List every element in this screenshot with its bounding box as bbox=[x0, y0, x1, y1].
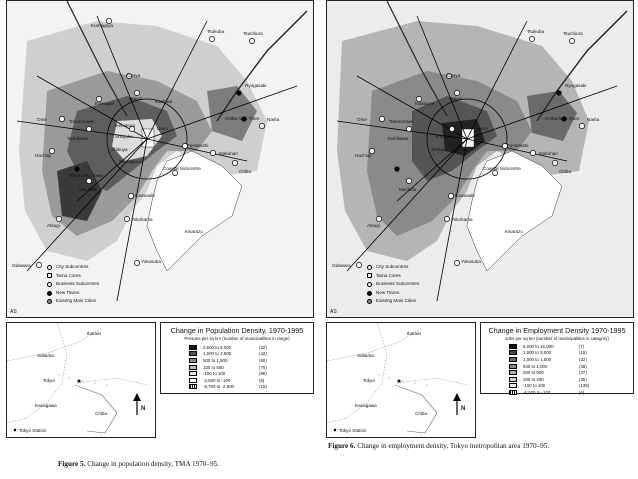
caption-label: Figure 5. bbox=[58, 460, 86, 468]
place-label: Tama New Town bbox=[69, 173, 103, 178]
inset-label: Chiba bbox=[415, 411, 428, 416]
place-label: Tachikawa bbox=[67, 136, 89, 141]
legend-count: (135) bbox=[579, 383, 590, 389]
place-label: Urawa bbox=[129, 96, 143, 101]
legend-range: -100 to 100 bbox=[203, 371, 226, 377]
key-row: Existing Main Cities bbox=[47, 297, 99, 306]
key-row: Tama Cores bbox=[47, 272, 99, 281]
map-symbol-key bbox=[367, 263, 419, 306]
inset-graphic bbox=[7, 323, 155, 437]
legend-swatch bbox=[509, 364, 517, 369]
legend-rows bbox=[509, 343, 633, 396]
place-label: Chiba bbox=[559, 169, 572, 174]
legend-row bbox=[189, 370, 313, 377]
north-arrow-icon: N bbox=[461, 406, 466, 412]
figure-caption bbox=[58, 460, 219, 468]
inset-label: Saitama bbox=[357, 353, 374, 358]
legend-range: -8,700 to -2,500 bbox=[203, 384, 235, 390]
legend-swatch bbox=[509, 344, 517, 349]
figure-caption bbox=[328, 442, 549, 450]
legend-subtitle: Jobs per sq km (number of municipalities in category) bbox=[505, 336, 609, 341]
legend-range: 1,500 to 5,000 bbox=[523, 350, 552, 356]
place-label: Tokorozawa bbox=[69, 119, 94, 124]
legend-swatch bbox=[509, 383, 517, 388]
legend-count: (60) bbox=[259, 357, 267, 363]
place-label: Machida bbox=[79, 187, 97, 192]
legend-swatch bbox=[509, 350, 517, 355]
inset-label: Tokyo bbox=[363, 378, 375, 383]
place-label: Shibuya bbox=[111, 147, 128, 152]
place-label: Narita bbox=[267, 117, 280, 122]
place-label: Shibuya bbox=[431, 147, 448, 152]
legend-range: 1,500 to 2,500 bbox=[203, 351, 232, 357]
key-row: Existing Main Cities bbox=[367, 297, 419, 306]
author-initials: AS bbox=[10, 309, 17, 315]
place-label: Ueno bbox=[157, 126, 168, 131]
locator-inset-map bbox=[6, 322, 156, 438]
place-label: Kashiwa bbox=[155, 99, 173, 104]
legend-range: 1,000 to 1,500 bbox=[523, 356, 552, 362]
inset-label: Kanagawa bbox=[35, 403, 57, 408]
inset-label: Tokyo Station bbox=[339, 428, 367, 433]
place-label: Chiba New Town bbox=[225, 116, 260, 121]
legend-range: -2,500 to -100 bbox=[203, 377, 231, 383]
density-legend bbox=[160, 322, 314, 394]
legend-range: 500 to 1,000 bbox=[523, 363, 548, 369]
place-label: Kawagoe bbox=[95, 101, 115, 106]
business-subcentre-icon bbox=[47, 282, 52, 287]
legend-swatch bbox=[509, 370, 517, 375]
city-subcentre-icon bbox=[47, 265, 52, 270]
key-row: City Subcentres bbox=[367, 263, 419, 272]
legend-subtitle: Persons per sq km (number of municipalities in range) bbox=[184, 336, 290, 341]
place-label: Tsukuba bbox=[207, 29, 225, 34]
place-label: Atsugi bbox=[47, 223, 60, 228]
population-density-map bbox=[6, 0, 314, 318]
place-label: Narita bbox=[587, 117, 600, 122]
legend-count: (6) bbox=[259, 377, 265, 383]
legend-swatch bbox=[509, 390, 517, 395]
place-label: Kumagaya bbox=[91, 23, 113, 28]
key-row: Tama Cores bbox=[367, 272, 419, 281]
legend-count: (96) bbox=[259, 371, 267, 377]
place-label: Ueno bbox=[477, 126, 488, 131]
place-label: Coastal Subcentre bbox=[483, 166, 521, 171]
tama-core-icon bbox=[367, 273, 372, 278]
legend-range: -100 to 100 bbox=[523, 383, 546, 389]
legend-count: (75) bbox=[259, 364, 267, 370]
inset-label: Saitama bbox=[37, 353, 54, 358]
legend-row bbox=[509, 383, 633, 390]
place-label: Funabashi bbox=[187, 143, 209, 148]
place-label: Kisarazu bbox=[185, 229, 203, 234]
place-label: Tokorozawa bbox=[389, 119, 414, 124]
legend-row bbox=[509, 343, 633, 350]
legend-count: (49) bbox=[579, 363, 587, 369]
tokyo-station-marker bbox=[78, 380, 81, 383]
place-label: Omiya bbox=[127, 73, 141, 78]
key-row: New Towns bbox=[47, 289, 99, 298]
legend-row bbox=[189, 357, 313, 364]
legend-title: Change in Population Density, 1970-1995 bbox=[170, 326, 304, 335]
legend-row bbox=[189, 344, 313, 351]
key-row: Business Subcentres bbox=[367, 280, 419, 289]
place-label: Chiba New Town bbox=[545, 116, 580, 121]
place-label: Ikebukuro bbox=[115, 123, 136, 128]
legend-swatch bbox=[189, 384, 197, 389]
place-label: Kisarazu bbox=[505, 229, 523, 234]
place-label: Makuhari bbox=[539, 151, 558, 156]
caption-text: Change in employment density, Tokyo metropolitan area 1970–95. bbox=[357, 442, 550, 450]
legend-range: 200 to 500 bbox=[523, 370, 544, 376]
tokyo-station-marker bbox=[398, 380, 401, 383]
place-label: Omiya bbox=[447, 73, 461, 78]
key-row: Business Subcentres bbox=[47, 280, 99, 289]
place-label: Shinjuku bbox=[115, 134, 133, 139]
legend-row bbox=[509, 369, 633, 376]
tama-core-icon bbox=[47, 273, 52, 278]
author-initials: AS bbox=[330, 309, 337, 315]
legend-swatch bbox=[509, 357, 517, 362]
legend-row bbox=[509, 389, 633, 396]
inset-graphic bbox=[327, 323, 475, 437]
caption-label: Figure 6. bbox=[328, 442, 356, 450]
new-town-icon bbox=[367, 291, 372, 296]
place-label: Funabashi bbox=[507, 143, 529, 148]
city-subcentre-icon bbox=[367, 265, 372, 270]
legend-row bbox=[509, 356, 633, 363]
legend-row bbox=[509, 376, 633, 383]
legend-range: -5,000 to -100 bbox=[523, 389, 551, 395]
legend-range: 100 to 500 bbox=[203, 364, 224, 370]
legend-row bbox=[189, 377, 313, 384]
place-label: Chiba bbox=[239, 169, 252, 174]
place-label: Coastal Subcentre bbox=[163, 166, 201, 171]
place-label: Yokohama bbox=[131, 217, 153, 222]
place-label: Yokosuka bbox=[461, 259, 481, 264]
place-label: Ryugasaki bbox=[565, 83, 587, 88]
legend-row bbox=[189, 384, 313, 391]
legend-range: 5,000 to 15,000 bbox=[523, 343, 554, 349]
main-city-icon bbox=[47, 299, 52, 304]
legend-swatch bbox=[189, 378, 197, 383]
legend-count: (15) bbox=[259, 384, 267, 390]
place-label: Tsuchiura bbox=[563, 31, 583, 36]
legend-count: (35) bbox=[579, 376, 587, 382]
place-label: Tachikawa bbox=[387, 136, 409, 141]
inset-label: Chiba bbox=[95, 411, 108, 416]
place-label: Kawasaki bbox=[455, 193, 475, 198]
figure-5-panel bbox=[6, 0, 314, 468]
inset-label: Kanagawa bbox=[355, 403, 377, 408]
legend-range: 500 to 1,500 bbox=[203, 357, 228, 363]
locator-inset-map bbox=[326, 322, 476, 438]
legend-row bbox=[509, 350, 633, 357]
figure-6-panel bbox=[326, 0, 634, 450]
place-label: Tsuchiura bbox=[243, 31, 263, 36]
main-city-icon bbox=[367, 299, 372, 304]
north-arrow-icon: N bbox=[141, 406, 146, 412]
inset-label: Ibaraki bbox=[87, 331, 101, 336]
key-row: New Towns bbox=[367, 289, 419, 298]
place-label: Hachioji bbox=[35, 153, 52, 158]
legend-count: (15) bbox=[579, 350, 587, 356]
place-label: Shinjuku bbox=[435, 134, 453, 139]
employment-density-map bbox=[326, 0, 634, 318]
inset-label: Ibaraki bbox=[407, 331, 421, 336]
legend-count: (42) bbox=[259, 351, 267, 357]
place-label: Hachioji bbox=[355, 153, 372, 158]
legend-count: (47) bbox=[579, 370, 587, 376]
legend-row bbox=[189, 351, 313, 358]
place-label: Yokosuka bbox=[141, 259, 161, 264]
legend-swatch bbox=[189, 351, 197, 356]
legend-count: (32) bbox=[579, 356, 587, 362]
legend-range: 100 to 200 bbox=[523, 376, 544, 382]
place-label: Odawara bbox=[332, 263, 351, 268]
place-label: Kawagoe bbox=[415, 101, 435, 106]
place-label: Atsugi bbox=[367, 223, 380, 228]
legend-swatch bbox=[189, 358, 197, 363]
legend-count: (6) bbox=[579, 389, 585, 395]
map-symbol-key bbox=[47, 263, 99, 306]
place-label: Tsukuba bbox=[527, 29, 545, 34]
caption-text: Change in population density, TMA 1970–95. bbox=[87, 460, 219, 468]
legend-rows bbox=[189, 344, 313, 390]
legend-range: 2,500 to 6,000 bbox=[203, 344, 232, 350]
key-row: City Subcentres bbox=[47, 263, 99, 272]
inset-label: Tokyo bbox=[43, 378, 55, 383]
density-legend bbox=[480, 322, 634, 394]
inset-label: Tokyo Station bbox=[19, 428, 47, 433]
new-town-icon bbox=[47, 291, 52, 296]
legend-swatch bbox=[189, 345, 197, 350]
place-label: Ome bbox=[37, 117, 47, 122]
legend-swatch bbox=[509, 377, 517, 382]
business-subcentre-icon bbox=[367, 282, 372, 287]
place-label: Kawasaki bbox=[135, 193, 155, 198]
place-label: Ome bbox=[357, 117, 367, 122]
place-label: Odawara bbox=[12, 263, 31, 268]
legend-row bbox=[189, 364, 313, 371]
place-label: Makuhari bbox=[219, 151, 238, 156]
legend-swatch bbox=[189, 365, 197, 370]
place-label: Machida bbox=[399, 187, 417, 192]
legend-count: (32) bbox=[259, 344, 267, 350]
legend-count: (7) bbox=[579, 343, 585, 349]
place-label: Urawa bbox=[449, 96, 463, 101]
place-label: Ryugasaki bbox=[245, 83, 267, 88]
legend-title: Change in Employment Density 1970-1995 bbox=[488, 326, 626, 335]
legend-swatch bbox=[189, 371, 197, 376]
place-label: Shinagawa bbox=[119, 159, 142, 164]
legend-row bbox=[509, 363, 633, 370]
place-label: Yokohama bbox=[451, 217, 473, 222]
